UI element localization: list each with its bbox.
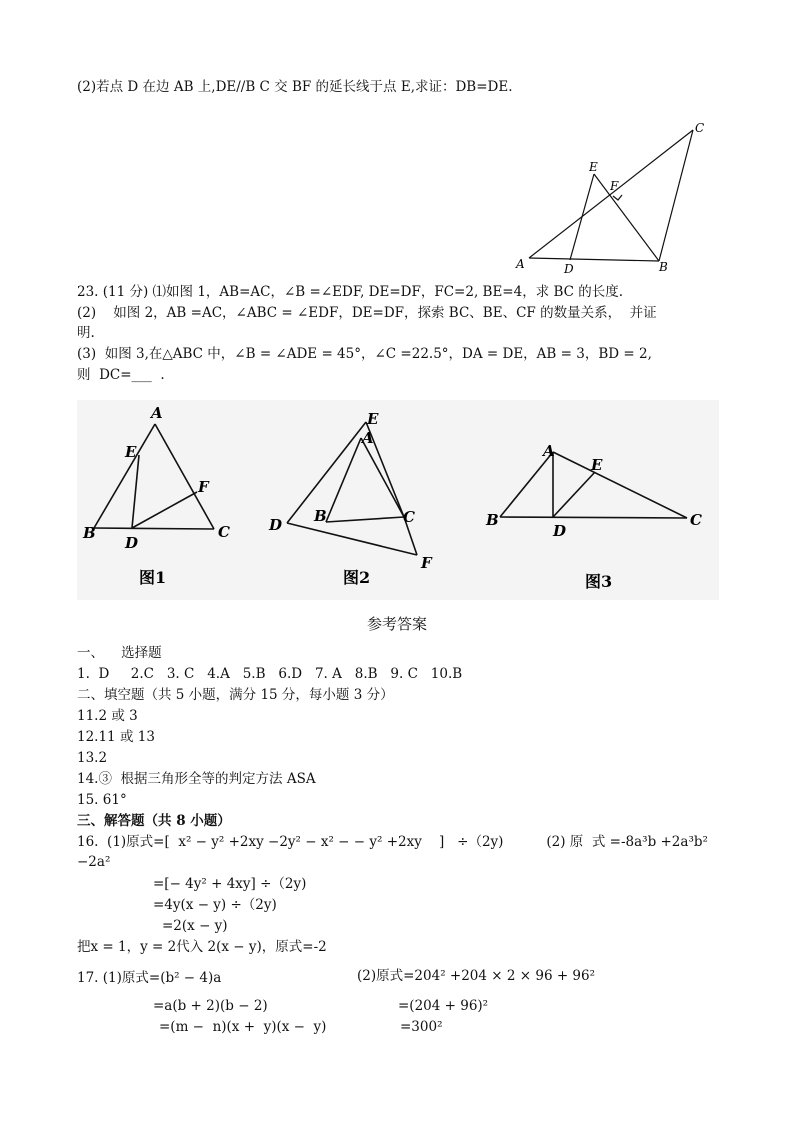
answer-12: 12.11 或 13 <box>77 729 155 745</box>
svg-text:C: C <box>690 511 702 529</box>
svg-text:B: B <box>486 511 499 529</box>
q23-figures <box>77 400 719 600</box>
label-b: B <box>659 260 668 274</box>
label-c: C <box>695 121 705 135</box>
svg-text:C: C <box>403 508 415 526</box>
fig1-bc <box>94 528 214 529</box>
line-ab <box>529 258 659 261</box>
fig3-bc <box>500 517 687 518</box>
svg-text:B: B <box>83 524 96 542</box>
answers-section1: 一、 选择题 <box>77 645 162 661</box>
fig3-caption: 图3 <box>585 572 613 591</box>
svg-text:F: F <box>421 554 432 572</box>
answer-15: 15. 61° <box>77 792 127 808</box>
q23-line4: (3) 如图 3,在△ABC 中，∠B = ∠ADE = 45°，∠C =22.5°，DA = DE，AB = 3，BD = 2, <box>77 346 652 362</box>
answers-title: 参考答案 <box>366 615 427 633</box>
svg-text:B: B <box>314 507 327 525</box>
answer-14: 14.③ 根据三角形全等的判定方法 ASA <box>77 771 316 787</box>
line-ac <box>529 130 693 258</box>
fig2-caption: 图2 <box>343 568 371 587</box>
answer-13: 13.2 <box>77 750 108 766</box>
svg-text:D: D <box>125 534 139 552</box>
q17-line3b: =300² <box>400 1019 443 1035</box>
answer-11: 11.2 或 3 <box>77 708 138 724</box>
answers-choices: 1. D 2.C 3. C 4.A 5.B 6.D 7. A 8.B 9. C 10.B <box>77 666 463 682</box>
line-bc <box>659 130 693 261</box>
svg-text:A: A <box>543 442 555 460</box>
line-eb <box>594 174 659 261</box>
q17-line3a: =(m − n)(x + y)(x − y) <box>159 1019 327 1035</box>
line-ed <box>570 174 594 260</box>
q16-line2: −2a² <box>77 854 111 870</box>
answers-section2: 二、填空题（共 5 小题，满分 15 分，每小题 3 分） <box>77 687 394 703</box>
svg-text:E: E <box>367 410 379 428</box>
q17-line1a: 17. (1)原式=(b² − 4)a <box>77 970 222 986</box>
right-angle-mark <box>613 195 622 200</box>
q16-line6: 把x = 1，y = 2代入 2(x − y)，原式=-2 <box>77 939 327 955</box>
fig1-caption: 图1 <box>139 568 167 587</box>
q17-line2b: =(204 + 96)² <box>398 998 489 1014</box>
svg-text:E: E <box>125 443 137 461</box>
q23-line5: 则 DC=___ . <box>77 367 165 383</box>
svg-text:A: A <box>151 404 163 422</box>
svg-text:C: C <box>218 523 230 541</box>
q23-line3: 明. <box>77 325 95 341</box>
q16-line3: =[− 4y² + 4xy] ÷（2y) <box>153 876 307 892</box>
label-f: F <box>610 179 619 193</box>
q16-line5: =2(x − y) <box>162 918 228 934</box>
answers-section3: 三、解答题（共 8 小题） <box>77 813 231 829</box>
q22-figure <box>505 118 720 278</box>
q17-line2a: =a(b + 2)(b − 2) <box>153 998 268 1014</box>
q16-line1: 16. (1)原式=[ x² − y² +2xy −2y² − x² − − y² +2xy ] ÷（2y) (2) 原 式 =-8a³b +2a³b² <box>77 834 708 850</box>
q23-line2: (2) 如图 2，AB =AC，∠ABC = ∠EDF，DE=DF，探索 BC、BE、CF 的数量关系， 并证 <box>77 305 657 321</box>
svg-text:D: D <box>553 522 567 540</box>
svg-text:F: F <box>198 478 209 496</box>
q22-part2-text: (2)若点 D 在边 AB 上,DE//B C 交 BF 的延长线于点 E,求证：DB=DE. <box>77 79 513 95</box>
svg-text:A: A <box>362 429 374 447</box>
q23-line1: 23. (11 分) ⑴如图 1，AB=AC，∠B =∠EDF, DE=DF，FC=2, BE=4，求 BC 的长度. <box>77 284 624 300</box>
svg-text:D: D <box>269 516 283 534</box>
q17-line1b: (2)原式=204² +204 × 2 × 96 + 96² <box>357 968 596 984</box>
svg-text:E: E <box>591 456 603 474</box>
label-e: E <box>589 160 598 174</box>
label-d: D <box>564 262 574 276</box>
q16-line4: =4y(x − y) ÷（2y) <box>153 897 277 913</box>
label-a: A <box>516 257 525 271</box>
